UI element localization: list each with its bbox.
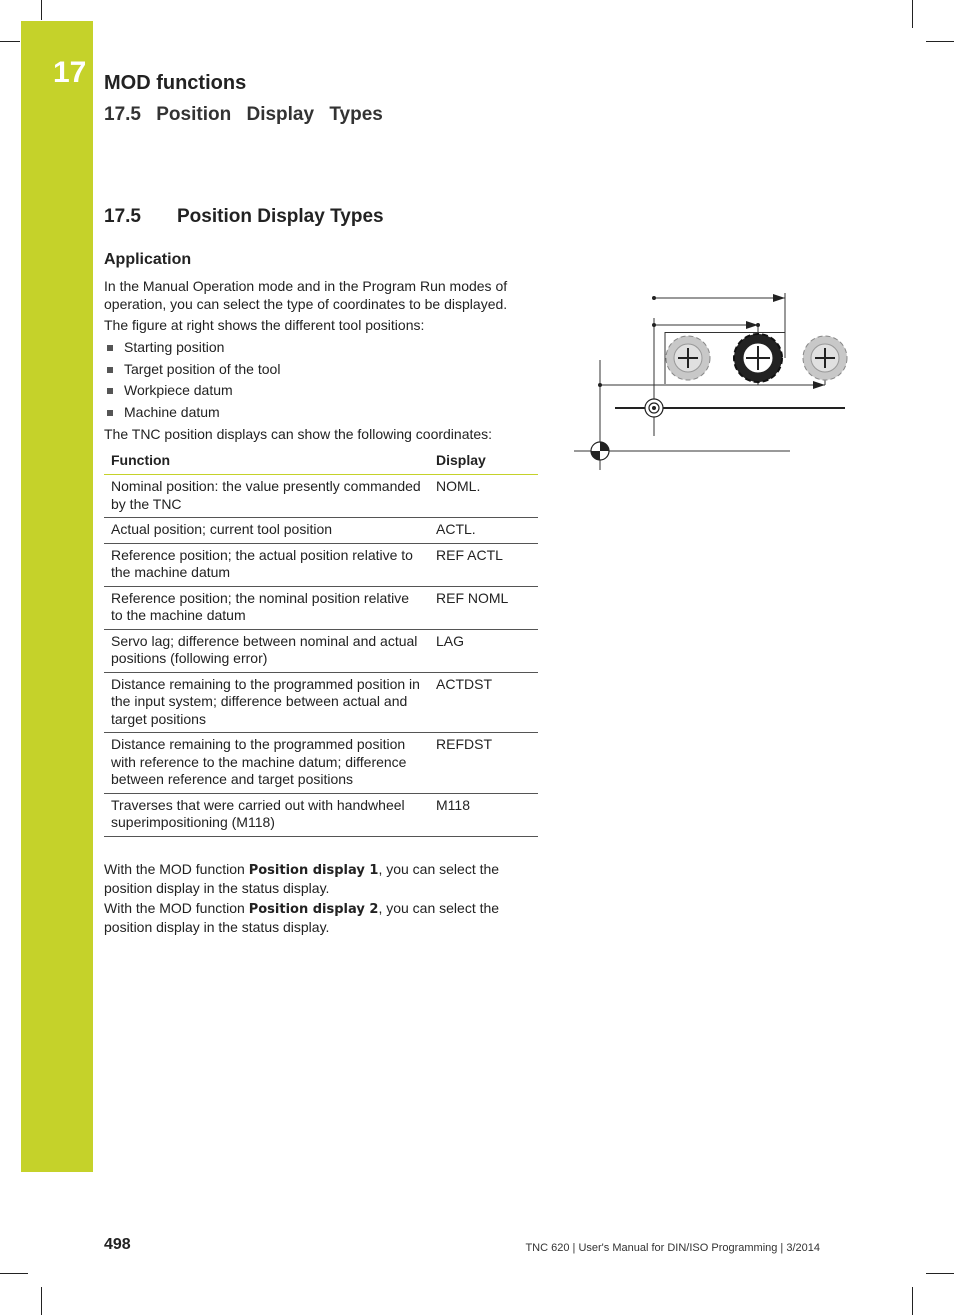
function-cell: Reference position; the actual position relative to the machine datum	[104, 543, 429, 586]
workpiece-datum-icon	[645, 399, 663, 417]
display-cell: REFDST	[429, 733, 538, 794]
paragraph: With the MOD function Position display 1, you can select the position display in the status display.	[104, 861, 500, 896]
crop-mark	[0, 1273, 28, 1274]
crop-mark	[926, 41, 954, 42]
starting-position-tool-icon	[666, 336, 710, 380]
crop-mark	[912, 0, 913, 28]
crop-mark	[912, 1287, 913, 1315]
bullet-square-icon	[107, 367, 113, 373]
table-row	[104, 793, 538, 836]
position-display-table	[104, 448, 538, 837]
crop-mark	[41, 0, 42, 20]
function-cell: Nominal position: the value presently commanded by the TNC	[104, 475, 429, 518]
display-cell: REF ACTL	[429, 543, 538, 586]
footer-text: TNC 620 | User's Manual for DIN/ISO Programming | 3/2014	[525, 1242, 820, 1254]
function-cell: Traverses that were carried out with handwheel superimpositioning (M118)	[104, 793, 429, 836]
function-cell: Distance remaining to the programmed position in the input system; difference between actual and target positions	[104, 672, 429, 733]
list-item: Starting position	[104, 339, 534, 361]
running-section-title: 17.5 Position Display Types	[104, 104, 383, 125]
table-row	[104, 672, 538, 733]
table-row	[104, 518, 538, 544]
paragraph: In the Manual Operation mode and in the Program Run modes of operation, you can select the type of coordinates to be displayed.	[104, 278, 508, 312]
crop-mark	[0, 41, 20, 42]
function-cell: Distance remaining to the programmed position with reference to the machine datum; difference between reference and target positions	[104, 733, 429, 794]
list-item: Workpiece datum	[104, 382, 534, 404]
display-cell: ACTDST	[429, 672, 538, 733]
function-cell: Reference position; the nominal position relative to the machine datum	[104, 586, 429, 629]
table-row	[104, 733, 538, 794]
chapter-number: 17	[53, 56, 87, 89]
subheading: Application	[104, 251, 192, 268]
function-cell: Servo lag; difference between nominal and actual positions (following error)	[104, 629, 429, 672]
paragraph: The TNC position displays can show the following coordinates:	[104, 426, 493, 442]
table-row	[104, 543, 538, 586]
display-cell: NOML.	[429, 475, 538, 518]
table-row	[104, 586, 538, 629]
display-cell: M118	[429, 793, 538, 836]
list-item: Target position of the tool	[104, 361, 534, 383]
arrow-head-icon	[773, 294, 785, 302]
table-header-row	[104, 448, 538, 475]
page-number: 498	[104, 1236, 131, 1253]
machine-datum-icon	[591, 442, 609, 460]
actual-position-tool-icon	[803, 336, 847, 380]
arrow-head-icon	[813, 381, 825, 389]
crop-mark	[41, 1287, 42, 1315]
softkey-name: Position display 2	[248, 902, 379, 917]
display-cell: REF NOML	[429, 586, 538, 629]
bullet-square-icon	[107, 345, 113, 351]
section-number: 17.5	[104, 206, 141, 227]
paragraph: With the MOD function Position display 2, you can select the position display in the status display.	[104, 900, 500, 935]
paragraph: The figure at right shows the different tool positions:	[104, 317, 425, 333]
bullet-square-icon	[107, 410, 113, 416]
list-item: Machine datum	[104, 404, 534, 426]
display-cell: LAG	[429, 629, 538, 672]
target-position-tool-icon	[734, 334, 782, 382]
column-header-function: Function	[104, 448, 429, 475]
tool-positions-figure	[570, 288, 860, 478]
section-heading-text: Position Display Types	[177, 206, 384, 227]
bullet-list	[104, 339, 534, 426]
table-row	[104, 629, 538, 672]
softkey-name: Position display 1	[248, 863, 379, 878]
section-title	[104, 206, 384, 228]
display-cell: ACTL.	[429, 518, 538, 544]
chapter-title: MOD functions	[104, 72, 247, 94]
bullet-square-icon	[107, 388, 113, 394]
table-row	[104, 475, 538, 518]
function-cell: Actual position; current tool position	[104, 518, 429, 544]
column-header-display: Display	[429, 448, 538, 475]
crop-mark	[926, 1273, 954, 1274]
chapter-sidebar	[21, 21, 93, 1172]
